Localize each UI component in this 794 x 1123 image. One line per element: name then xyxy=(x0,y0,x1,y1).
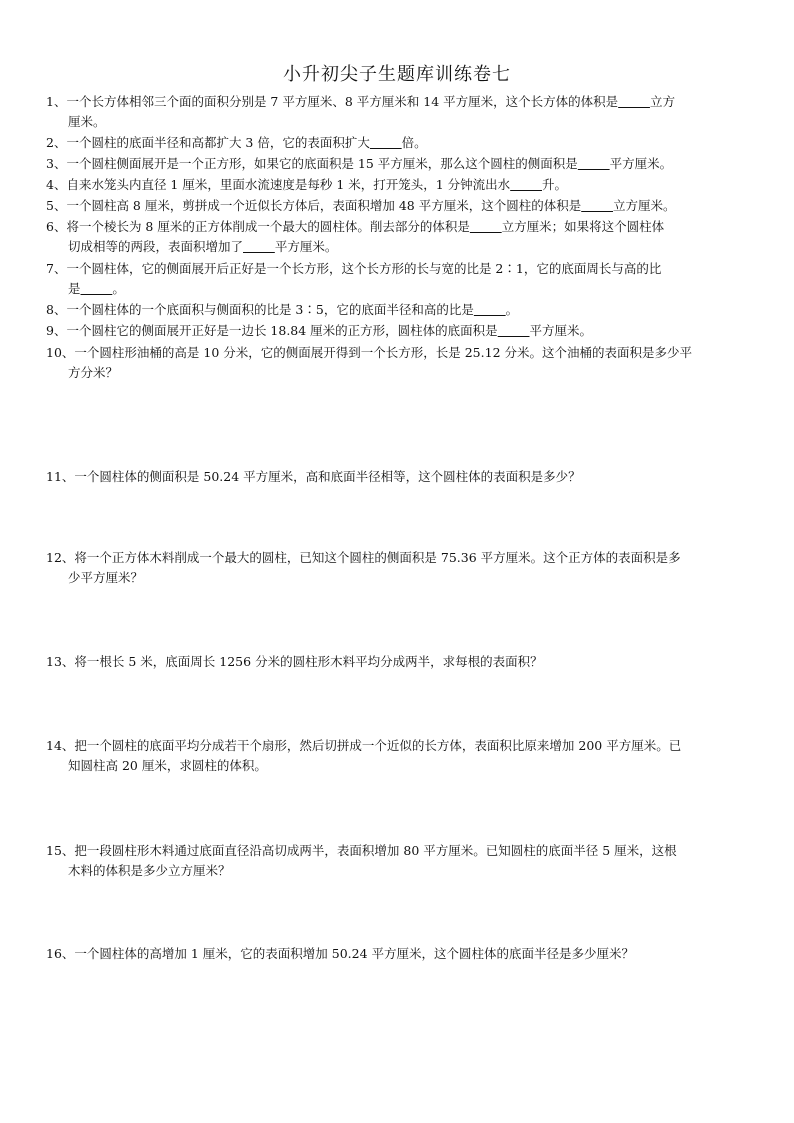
page-title: 小升初尖子生题库训练卷七 xyxy=(283,64,511,85)
answer-blank xyxy=(470,219,502,234)
question-14 xyxy=(46,736,750,776)
question-16-line-1: 16、一个圆柱体的高增加 1 厘米，它的表面积增加 50.24 平方厘米，这个圆柱体的底面半径是多少厘米？ xyxy=(46,946,635,961)
question-1 xyxy=(46,92,750,132)
question-10-line-1: 10、一个圆柱形油桶的高是 10 分米，它的侧面展开得到一个长方形，长是 25.12 分米。这个油桶的表面积是多少平 xyxy=(46,345,692,360)
question-12-line-1: 12、将一个正方体木料削成一个最大的圆柱，已知这个圆柱的侧面积是 75.36 平方厘米。这个正方体的表面积是多 xyxy=(46,550,681,565)
question-7 xyxy=(46,259,750,299)
question-3-line-1: 3、一个圆柱侧面展开是一个正方形，如果它的底面积是 15 平方厘米，那么这个圆柱的侧面积是 平方厘米。 xyxy=(46,156,673,171)
question-9 xyxy=(46,321,750,341)
question-11-line-1: 11、一个圆柱体的侧面积是 50.24 平方厘米，高和底面半径相等，这个圆柱体的表面积是多少？ xyxy=(46,469,581,484)
question-7-line-1: 7、一个圆柱体，它的侧面展开后正好是一个长方形，这个长方形的长与宽的比是 2∶1，它的底面周长与高的比 xyxy=(46,261,662,276)
question-15-line-2: 木料的体积是多少立方厘米？ xyxy=(68,863,231,878)
question-5-line-1: 5、一个圆柱高 8 厘米，剪拼成一个近似长方体后，表面积增加 48 平方厘米，这个圆柱的体积是 立方厘米。 xyxy=(46,198,676,213)
question-4-line-1: 4、自来水笼头内直径 1 厘米，里面水流速度是每秒 1 米，打开笼头，1 分钟流出水 升。 xyxy=(46,177,567,192)
answer-blank xyxy=(618,94,650,109)
answer-blank xyxy=(81,281,113,296)
question-2-line-1: 2、一个圆柱的底面半径和高都扩大 3 倍，它的表面积扩大 倍。 xyxy=(46,135,427,150)
question-14-line-1: 14、把一个圆柱的底面平均分成若干个扇形，然后切拼成一个近似的长方体，表面积比原来增加 200 平方厘米。已 xyxy=(46,738,682,753)
question-2 xyxy=(46,133,750,153)
question-13 xyxy=(46,652,750,672)
question-12-line-2: 少平方厘米？ xyxy=(68,570,144,585)
question-8 xyxy=(46,300,750,320)
question-16 xyxy=(46,944,750,964)
question-7-line-2: 是 。 xyxy=(68,281,125,296)
question-1-line-1: 1、一个长方体相邻三个面的面积分别是 7 平方厘米、8 平方厘米和 14 平方厘米，这个长方体的体积是 立方 xyxy=(46,94,675,109)
answer-blank xyxy=(498,323,530,338)
question-6 xyxy=(46,217,750,257)
question-6-line-2: 切成相等的两段，表面积增加了 平方厘米。 xyxy=(68,239,338,254)
answer-blank xyxy=(510,177,542,192)
question-4 xyxy=(46,175,750,195)
question-9-line-1: 9、一个圆柱它的侧面展开正好是一边长 18.84 厘米的正方形，圆柱体的底面积是 平方厘米。 xyxy=(46,323,592,338)
question-10 xyxy=(46,343,750,383)
answer-blank xyxy=(243,239,275,254)
answer-blank xyxy=(474,302,506,317)
question-5 xyxy=(46,196,750,216)
question-8-line-1: 8、一个圆柱体的一个底面积与侧面积的比是 3∶5，它的底面半径和高的比是 。 xyxy=(46,302,519,317)
answer-blank xyxy=(581,198,613,213)
question-12 xyxy=(46,548,750,588)
question-6-line-1: 6、将一个棱长为 8 厘米的正方体削成一个最大的圆柱体。削去部分的体积是 立方厘米；如果将这个圆柱体 xyxy=(46,219,665,234)
question-10-line-2: 方分米？ xyxy=(68,365,119,380)
question-13-line-1: 13、将一根长 5 米，底面周长 1256 分米的圆柱形木料平均分成两半，求每根的表面积？ xyxy=(46,654,543,669)
question-15 xyxy=(46,841,750,881)
question-11 xyxy=(46,467,750,487)
question-15-line-1: 15、把一段圆柱形木料通过底面直径沿高切成两半，表面积增加 80 平方厘米。已知圆柱的底面半径 5 厘米，这根 xyxy=(46,843,677,858)
answer-blank xyxy=(370,135,402,150)
question-14-line-2: 知圆柱高 20 厘米，求圆柱的体积。 xyxy=(68,758,267,773)
answer-blank xyxy=(578,156,610,171)
question-3 xyxy=(46,154,750,174)
question-1-line-2: 厘米。 xyxy=(68,114,106,129)
